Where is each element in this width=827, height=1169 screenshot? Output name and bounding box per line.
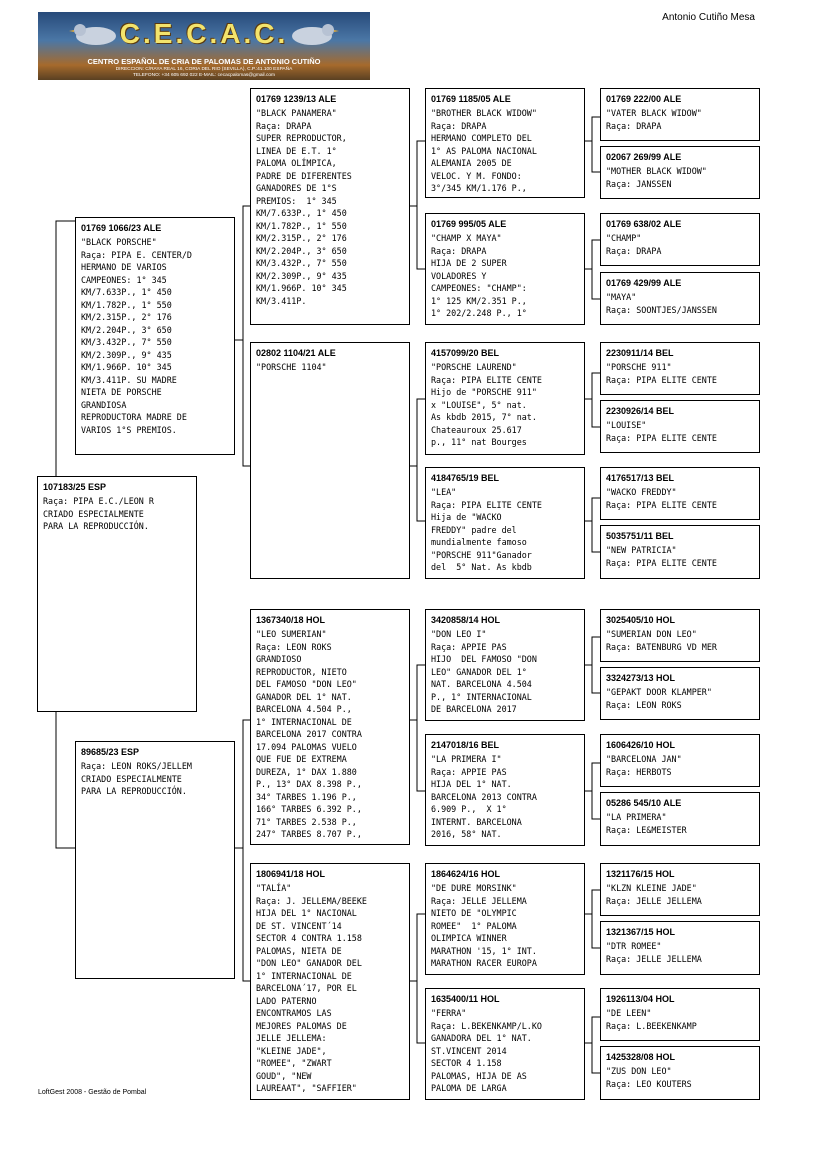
sire-sire-card[interactable] — [250, 88, 410, 325]
ring-number: 05286 545/10 ALE — [606, 798, 682, 808]
ring-number: 3324273/13 HOL — [606, 673, 676, 683]
bird-info: "PORSCHE 1104" — [256, 362, 327, 372]
pedigree-card-ssd[interactable] — [425, 213, 585, 325]
bird-info: "LA PRIMERA" Raça: LE&MEISTER — [606, 812, 687, 835]
bird-info: "BROTHER BLACK WIDOW" Raça: DRAPA HERMANO COMPLETO DEL 1° AS PALOMA NACIONAL ALEMANIA 2005 DE VELOC. Y M. FONDO: 3°/345 KM/1.176 P., — [431, 108, 537, 193]
pedigree-card-ddd[interactable] — [425, 988, 585, 1100]
bird-info: "FERRA" Raça: L.BEKENKAMP/L.KO GANADORA DEL 1° NAT. ST.VINCENT 2014 SECTOR 4 1.158 PALOMAS, HIJA DE AS PALOMA DE LARGA — [431, 1008, 542, 1093]
ring-number: 107183/25 ESP — [43, 482, 107, 492]
ring-number: 5035751/11 BEL — [606, 531, 674, 541]
ring-number: 2230911/14 BEL — [606, 348, 674, 358]
pedigree-card-dds[interactable] — [425, 863, 585, 975]
pedigree-card-ssss[interactable] — [600, 88, 760, 141]
bird-info: "PORSCHE LAUREND" Raça: PIPA ELITE CENTE Hijo de "PORSCHE 911" x "LOUISE", 5° nat. As kbdb 2015, 7° nat. Chateauroux 25.617 p., 11° nat Bourges — [431, 362, 542, 447]
pedigree-card-ddds[interactable] — [600, 988, 760, 1041]
bird-info: "WACKO FREDDY" Raça: PIPA ELITE CENTE — [606, 487, 717, 510]
pedigree-card-ssds[interactable] — [600, 213, 760, 266]
pedigree-card-dsd[interactable] — [425, 734, 585, 846]
bird-info: "KLZN KLEINE JADE" Raça: JELLE JELLEMA — [606, 883, 702, 906]
ring-number: 1635400/11 HOL — [431, 994, 500, 1004]
ring-number: 1864624/16 HOL — [431, 869, 501, 879]
sire-dam-card[interactable] — [250, 342, 410, 579]
bird-info: Raça: PIPA E.C./LEON R CRIADO ESPECIALMENTE PARA LA REPRODUCCIÓN. — [43, 496, 154, 531]
sire-card[interactable] — [75, 217, 235, 455]
bird-info: "MOTHER BLACK WIDOW" Raça: JANSSEN — [606, 166, 707, 189]
ring-number: 4184765/19 BEL — [431, 473, 500, 483]
ring-number: 1806941/18 HOL — [256, 869, 326, 879]
dam-dam-card[interactable] — [250, 863, 410, 1100]
cecac-logo — [38, 12, 370, 80]
logo-subtitle: CENTRO ESPAÑOL DE CRIA DE PALOMAS DE ANTONIO CUTIÑO — [87, 57, 321, 66]
pedigree-card-ssdd[interactable] — [600, 272, 760, 325]
pedigree-card-dssd[interactable] — [600, 667, 760, 720]
pedigree-card-ddsd[interactable] — [600, 921, 760, 975]
pedigree-card-dsds[interactable] — [600, 734, 760, 787]
bird-info: "LEA" Raça: PIPA ELITE CENTE Hija de "WACKO FREDDY" padre del mundialmente famoso "PORSCHE 911"Ganador del 5° Nat. As kbdb — [431, 487, 542, 572]
ring-number: 89685/23 ESP — [81, 747, 140, 757]
bird-info: "TALÍA" Raça: J. JELLEMA/BEEKE HIJA DEL 1° NACIONAL DE ST. VINCENT´14 SECTOR 4 CONTRA 1.158 PALOMAS, NIETA DE "DON LEO" GANADOR DEL 1° INTERNACIONAL DE BARCELONA´17, POR EL LADO PATERNO ENCONTRAMOS LAS MEJORES PALOMAS DE JELLE JELLEMA: "KLEINE JADE", "ROMEE", "ZWART GOUD", "NEW LAUREAAT", "SAFFIER" — [256, 883, 367, 1093]
bird-info: "BARCELONA JAN" Raça: HERBOTS — [606, 754, 682, 777]
ring-number: 2230926/14 BEL — [606, 406, 675, 416]
bird-info: "DON LEO I" Raça: APPIE PAS HIJO DEL FAMOSO "DON LEO" GANADOR DEL 1° NAT. BARCELONA 4.504 P., 1° INTERNACIONAL DE BARCELONA 2017 — [431, 629, 537, 714]
ring-number: 02067 269/99 ALE — [606, 152, 682, 162]
ring-number: 1606426/10 HOL — [606, 740, 676, 750]
owner-name: Antonio Cutiño Mesa — [662, 12, 755, 23]
ring-number: 3420858/14 HOL — [431, 615, 501, 625]
logo-address: DIRECCION: C/RAYA REAL 16, CORIA DEL RIO (SEVILLA), C.P.:41.100 ESPAÑA — [115, 67, 293, 72]
pedigree-card-sdsd[interactable] — [600, 400, 760, 453]
ring-number: 01769 995/05 ALE — [431, 219, 507, 229]
ring-number: 01769 1239/13 ALE — [256, 94, 337, 104]
pedigree-card-sdss[interactable] — [600, 342, 760, 395]
pedigree-card-sds[interactable] — [425, 342, 585, 455]
ring-number: 4176517/13 BEL — [606, 473, 675, 483]
pedigree-card-dsdd[interactable] — [600, 792, 760, 846]
pedigree-card-sddd[interactable] — [600, 525, 760, 579]
ring-number: 3025405/10 HOL — [606, 615, 676, 625]
bird-info: "LEO SUMERIAN" Raça: LEON ROKS GRANDIOSO REPRODUCTOR, NIETO DEL FAMOSO "DON LEO" GANADOR DEL 1° NAT. BARCELONA 4.504 P., 1° INTERNACIONAL DE BARCELONA 2017 CONTRA 17.094 PALOMAS VUELO QUE FUE DE EXTREMA DUREZA, 1° DAX 1.880 P., 13° DAX 8.398 P., 34° TARBES 1.196 P., 166° TARBES 6.392 P., 71° TARBES 2.538 P., 247° TARBES 8.707 P., — [256, 629, 362, 839]
bird-info: "ZUS DON LEO" Raça: LEO KOUTERS — [606, 1066, 692, 1089]
bird-info: "MAYA" Raça: SOONTJES/JANSSEN — [606, 292, 717, 315]
ring-number: 01769 1066/23 ALE — [81, 223, 162, 233]
logo-contact: TELEFONO: +34 605 692 022 E-MAIL: cecacpalomas@gmail.com — [132, 73, 276, 78]
pedigree-card-sssd[interactable] — [600, 146, 760, 199]
bird-info: Raça: LEON ROKS/JELLEM CRIADO ESPECIALMENTE PARA LA REPRODUCCIÓN. — [81, 761, 192, 796]
pedigree-card-sdd[interactable] — [425, 467, 585, 579]
bird-info: "GEPAKT DOOR KLAMPER" Raça: LEON ROKS — [606, 687, 712, 710]
ring-number: 1367340/18 HOL — [256, 615, 326, 625]
bird-info: "LA PRIMERA I" Raça: APPIE PAS HIJA DEL 1° NAT. BARCELONA 2013 CONTRA 6.909 P., X 1° INTERNT. BARCELONA 2016, 58° NAT. — [431, 754, 537, 839]
bird-info: "CHAMP" Raça: DRAPA — [606, 233, 662, 256]
pedigree-card-ddss[interactable] — [600, 863, 760, 916]
pedigree-card-dddd[interactable] — [600, 1046, 760, 1100]
bird-info: "PORSCHE 911" Raça: PIPA ELITE CENTE — [606, 362, 717, 385]
dam-sire-card[interactable] — [250, 609, 410, 845]
logo-title: C.E.C.A.C. — [119, 18, 289, 49]
pedigree-card-dsss[interactable] — [600, 609, 760, 662]
ring-number: 01769 1185/05 ALE — [431, 94, 511, 104]
pedigree-card-sss[interactable] — [425, 88, 585, 198]
dam-card[interactable] — [75, 741, 235, 979]
ring-number: 01769 429/99 ALE — [606, 278, 682, 288]
ring-number: 01769 222/00 ALE — [606, 94, 682, 104]
bird-info: "SUMERIAN DON LEO" Raça: BATENBURG VD MER — [606, 629, 717, 652]
bird-info: "DE LEEN" Raça: L.BEEKENKAMP — [606, 1008, 697, 1031]
bird-info: "BLACK PANAMERA" Raça: DRAPA SUPER REPRODUCTOR, LINEA DE E.T. 1° PALOMA OLÍMPICA, PADRE DE DIFERENTES GANADORES DE 1°S PREMIOS: 1° 345 KM/7.633P., 1° 450 KM/1.782P., 1° 550 KM/2.315P., 2° 176 KM/2.204P., 3° 650 KM/3.432P., 7° 550 KM/2.309P., 9° 435 KM/1.966P. 10° 345 KM/3.411P. — [256, 108, 352, 306]
ring-number: 1926113/04 HOL — [606, 994, 675, 1004]
bird-info: "DTR ROMEE" Raça: JELLE JELLEMA — [606, 941, 702, 964]
ring-number: 1321367/15 HOL — [606, 927, 676, 937]
ring-number: 2147018/16 BEL — [431, 740, 500, 750]
ring-number: 4157099/20 BEL — [431, 348, 500, 358]
ring-number: 02802 1104/21 ALE — [256, 348, 336, 358]
bird-info: "NEW PATRICIA" Raça: PIPA ELITE CENTE — [606, 545, 717, 568]
bird-info: "VATER BLACK WIDOW" Raça: DRAPA — [606, 108, 702, 131]
bird-info: "BLACK PORSCHE" Raça: PIPA E. CENTER/D HERMANO DE VARIOS CAMPEONES: 1° 345 KM/7.633P., 1° 450 KM/1.782P., 1° 550 KM/2.315P., 2° 176 KM/2.204P., 3° 650 KM/3.432P., 7° 550 KM/2.309P., 9° 435 KM/1.966P. 10° 345 KM/3.411P. SU MADRE NIETA DE PORSCHE GRANDIOSA REPRODUCTORA MADRE DE VARIOS 1°S PREMIOS. — [81, 237, 192, 435]
bird-info: "CHAMP X MAYA" Raça: DRAPA HIJA DE 2 SUPER VOLADORES Y CAMPEONES: "CHAMP": 1° 125 KM/2.351 P., 1° 202/2.248 P., 1° — [431, 233, 527, 318]
ring-number: 1321176/15 HOL — [606, 869, 675, 879]
software-footer: LoftGest 2008 - Gestão de Pombal — [38, 1089, 147, 1096]
bird-info: "LOUISE" Raça: PIPA ELITE CENTE — [606, 420, 717, 443]
bird-info: "DE DURE MORSINK" Raça: JELLE JELLEMA NIETO DE "OLYMPIC ROMEE" 1° PALOMA OLIMPICA WINNER MARATHON '15, 1° INT. MARATHON RACER EUROPA — [431, 883, 537, 968]
pedigree-card-sdds[interactable] — [600, 467, 760, 520]
pedigree-card-dss[interactable] — [425, 609, 585, 721]
ring-number: 1425328/08 HOL — [606, 1052, 676, 1062]
ring-number: 01769 638/02 ALE — [606, 219, 682, 229]
subject-card[interactable] — [37, 476, 197, 712]
